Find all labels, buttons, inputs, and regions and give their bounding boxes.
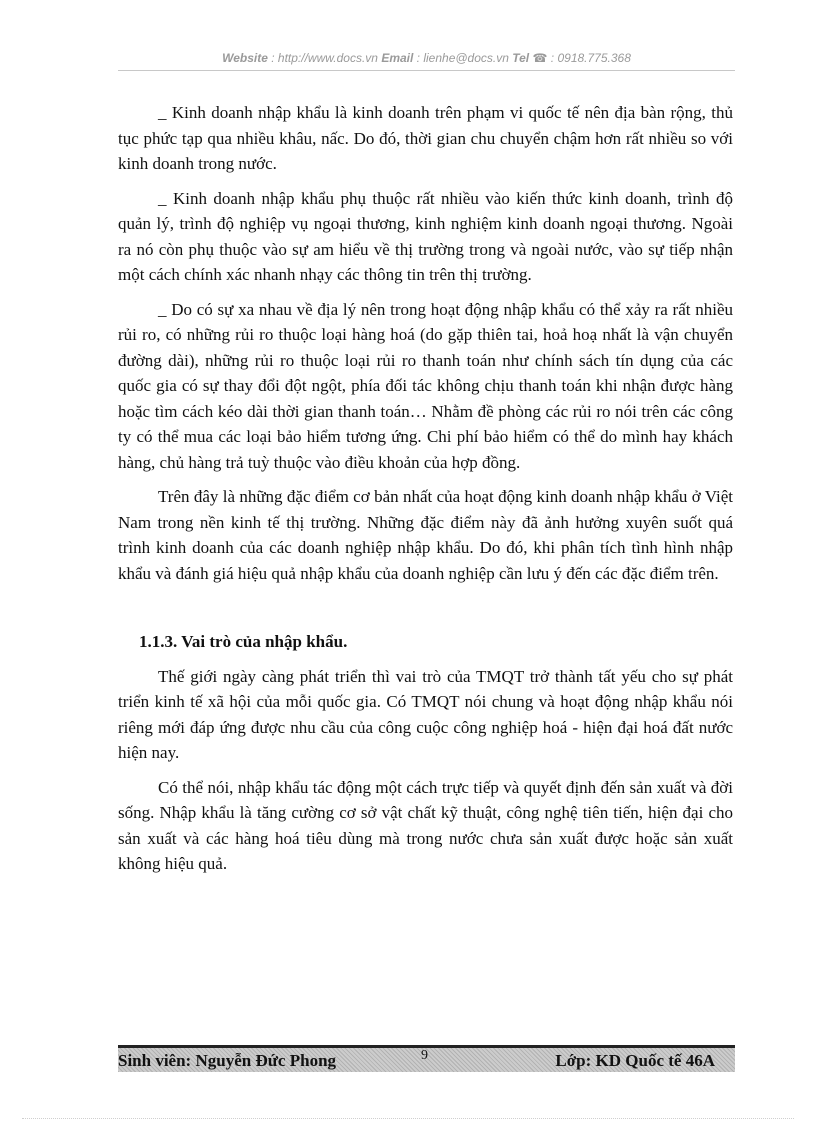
email-value: : lienhe@docs.vn	[416, 51, 509, 65]
email-label: Email	[381, 51, 414, 65]
tel-label: Tel	[512, 51, 530, 65]
page-number: 9	[421, 1048, 428, 1063]
paragraph: _ Kinh doanh nhập khẩu phụ thuộc rất nhiều vào kiến thức kinh doanh, trình độ quản lý, trình độ nghiệp vụ ngoại thương, kinh nghiệm kinh doanh ngoại thương. Ngoài ra nó còn phụ thuộc vào sự am hiểu về thị trường trong và ngoài nước, vào sự tiếp nhận một cách chính xác nhanh nhạy các thông tin trên thị trường.	[118, 188, 733, 284]
tel-value: : 0918.775.368	[550, 51, 631, 65]
paragraph: Có thể nói, nhập khẩu tác động một cách trực tiếp và quyết định đến sản xuất và đời sống. Nhập khẩu là tăng cường cơ sở vật chất kỹ thuật, công nghệ tiên tiến, hiện đại cho sản xuất và các hàng hoá tiêu dùng mà trong nước chưa sản xuất được hoặc sản xuất không hiệu quả.	[118, 777, 733, 873]
page-header	[118, 50, 735, 66]
section-heading: 1.1.3. Vai trò của nhập khẩu.	[139, 632, 348, 651]
header-divider	[118, 70, 735, 71]
paragraph: Thế giới ngày càng phát triển thì vai trò của TMQT trở thành tất yếu cho sự phát triển kinh tế xã hội của mỗi quốc gia. Có TMQT nói chung và hoạt động nhập khẩu nói riêng mới đáp ứng được nhu cầu của công cuộc công nghiệp hoá - hiện đại hoá đất nước hiện nay.	[118, 666, 733, 762]
paragraph: Trên đây là những đặc điểm cơ bản nhất của hoạt động kinh doanh nhập khẩu ở Việt Nam trong nền kinh tế thị trường. Những đặc điểm này đã ảnh hưởng xuyên suốt quá trình kinh doanh của các doanh nghiệp nhập khẩu. Do đó, khi phân tích tình hình nhập khẩu và đánh giá hiệu quả nhập khẩu của doanh nghiệp cần lưu ý đến các đặc điểm trên.	[118, 487, 733, 583]
page-bottom-border	[22, 1118, 794, 1119]
website-value: : http://www.docs.vn	[271, 51, 378, 65]
page-footer	[118, 1048, 735, 1072]
footer-student-name: Sinh viên: Nguyễn Đức Phong	[118, 1051, 337, 1070]
paragraph: _ Kinh doanh nhập khẩu là kinh doanh trên phạm vi quốc tế nên địa bàn rộng, thủ tục phức tạp qua nhiều khâu, nấc. Do đó, thời gian chu chuyển chậm hơn rất nhiều so với kinh doanh trong nước.	[118, 103, 733, 173]
footer-class: Lớp: KD Quốc tế 46A	[555, 1051, 715, 1070]
phone-icon: ☎	[532, 51, 548, 65]
website-label: Website	[222, 51, 268, 65]
document-body	[118, 100, 733, 886]
paragraph: _ Do có sự xa nhau về địa lý nên trong hoạt động nhập khẩu có thể xảy ra rất nhiều rủi ro, có những rủi ro thuộc loại hàng hoá (do gặp thiên tai, hoả hoạ nhất là vận chuyển đường dài), những rủi ro thuộc loại rủi ro thanh toán như chính sách tín dụng của các quốc gia có sự thay đổi đột ngột, phía đối tác không chịu thanh toán khi nhận được hàng hoặc tìm cách kéo dài thời gian thanh toán… Nhằm đề phòng các rủi ro nói trên các công ty có thể mua các loại bảo hiểm tương ứng. Chi phí bảo hiểm có thể do mình hay khách hàng, chủ hàng trả tuỳ thuộc vào điều khoản của hợp đồng.	[118, 299, 733, 472]
